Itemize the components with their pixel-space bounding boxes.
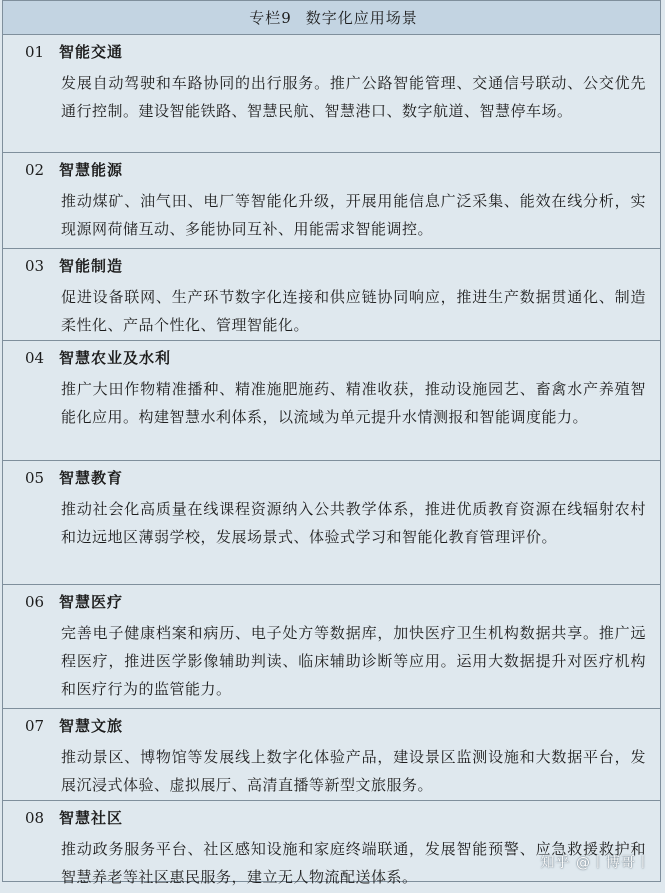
- section-body: 完善电子健康档案和病历、电子处方等数据库，加快医疗卫生机构数据共享。推广远程医疗，推进医学影像辅助判读、临床辅助诊断等应用。运用大数据提升对医疗机构和医疗行为的监管能力。: [25, 619, 646, 703]
- section-number: 04: [25, 349, 59, 367]
- section-title: 智慧医疗: [59, 591, 123, 612]
- section-number: 02: [25, 161, 59, 179]
- section-06: [3, 585, 660, 709]
- feature-box: [2, 0, 661, 882]
- section-title: 智慧农业及水利: [59, 347, 171, 368]
- section-body: 发展自动驾驶和车路协同的出行服务。推广公路智能管理、交通信号联动、公交优先通行控制。建设智能铁路、智慧民航、智慧港口、数字航道、智慧停车场。: [25, 69, 646, 125]
- section-body: 推动政务服务平台、社区感知设施和家庭终端联通，发展智能预警、应急救援救护和智慧养老等社区惠民服务，建立无人物流配送体系。: [25, 835, 646, 891]
- section-03: [3, 249, 660, 341]
- section-08: [3, 801, 660, 893]
- section-number: 05: [25, 469, 59, 487]
- section-title: 智慧教育: [59, 467, 123, 488]
- box-header: [3, 1, 660, 35]
- section-title: 智能制造: [59, 255, 123, 276]
- box-title: 数字化应用场景: [306, 7, 418, 28]
- section-05: [3, 461, 660, 585]
- section-07: [3, 709, 660, 801]
- section-title: 智能交通: [59, 41, 123, 62]
- section-title: 智慧社区: [59, 807, 123, 828]
- section-body: 推动景区、博物馆等发展线上数字化体验产品，建设景区监测设施和大数据平台，发展沉浸式体验、虚拟展厅、高清直播等新型文旅服务。: [25, 743, 646, 799]
- section-number: 06: [25, 593, 59, 611]
- section-number: 08: [25, 809, 59, 827]
- section-body: 推广大田作物精准播种、精准施肥施药、精准收获，推动设施园艺、畜禽水产养殖智能化应用。构建智慧水利体系，以流域为单元提升水情测报和智能调度能力。: [25, 375, 646, 431]
- watermark: 知乎 @丨博哥丨: [541, 852, 651, 872]
- section-title: 智慧文旅: [59, 715, 123, 736]
- section-body: 促进设备联网、生产环节数字化连接和供应链协同响应，推进生产数据贯通化、制造柔性化、产品个性化、管理智能化。: [25, 283, 646, 339]
- section-body: 推动社会化高质量在线课程资源纳入公共教学体系，推进优质教育资源在线辐射农村和边远地区薄弱学校，发展场景式、体验式学习和智能化教育管理评价。: [25, 495, 646, 551]
- section-number: 07: [25, 717, 59, 735]
- section-number: 01: [25, 43, 59, 61]
- section-02: [3, 153, 660, 249]
- box-label: 专栏9: [249, 7, 292, 28]
- section-04: [3, 341, 660, 461]
- section-body: 推动煤矿、油气田、电厂等智能化升级，开展用能信息广泛采集、能效在线分析，实现源网荷储互动、多能协同互补、用能需求智能调控。: [25, 187, 646, 243]
- section-01: [3, 35, 660, 153]
- section-number: 03: [25, 257, 59, 275]
- section-title: 智慧能源: [59, 159, 123, 180]
